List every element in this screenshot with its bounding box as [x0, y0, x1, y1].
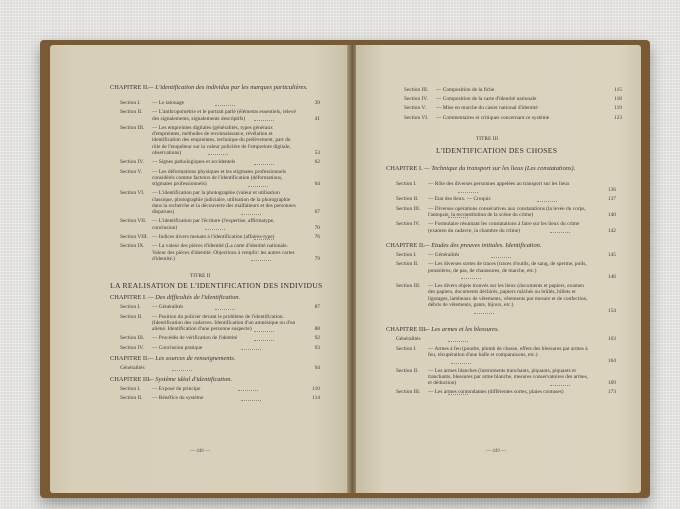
- section-label: Section III.: [120, 125, 145, 131]
- leader-dots: [550, 385, 570, 386]
- section-label: Section I.: [396, 252, 417, 258]
- page-ref: 137: [607, 196, 616, 203]
- left-page: [50, 45, 350, 493]
- page-ref: 70: [314, 224, 320, 231]
- section-label: Section II.: [396, 367, 419, 374]
- chapter-label: CHAPITRE I.: [110, 294, 147, 302]
- section-text: — Armes à feu (poudre, plomb de chasse, effets des blessures par armes à feu, récupération d'une balle et comparaisons, etc.): [428, 345, 588, 358]
- page-ref: 53: [314, 149, 320, 156]
- leader-dots: [208, 154, 228, 155]
- page-number: — 448 —: [190, 449, 210, 454]
- page-ref: 123: [613, 114, 622, 121]
- section-text: — Rôle des diverses personnes appelées au transport sur les lieux: [428, 180, 570, 187]
- leader-dots: [448, 217, 468, 218]
- section-text: — Etat des lieux. — Croquis: [428, 196, 491, 203]
- section-label: Généralités: [396, 336, 421, 343]
- section-label: Généralités: [120, 365, 145, 372]
- page-ref: 142: [607, 227, 616, 234]
- section-label: Section IV.: [404, 96, 428, 103]
- section-text: — Mise en marche du casier national d'identité: [436, 105, 538, 112]
- section-text: — Indices divers menant à l'identification (affaires-type): [152, 234, 275, 240]
- section-text: — L'anthropométrie et le portrait parlé (éléments essentiels, relevé des signalements, signalements descriptifs): [152, 109, 296, 122]
- page-ref: 79: [314, 255, 320, 262]
- chapter-title: — L'identification des individus par les marques particulières.: [148, 84, 308, 91]
- chapter-title: — Système idéal d'identification.: [148, 375, 233, 383]
- page-ref: 41: [314, 115, 320, 122]
- page-ref: 136: [607, 187, 616, 193]
- section-label: Section I.: [396, 180, 417, 187]
- section-label: Section III.: [396, 205, 421, 212]
- leader-dots: [448, 394, 468, 395]
- section-text: — Composition de la carte d'identité nationale: [436, 96, 537, 103]
- chapter-label: CHAPITRE II.: [386, 242, 425, 249]
- section-label: Section VI.: [120, 190, 145, 197]
- chapter-label: CHAPITRE II.: [110, 355, 149, 363]
- page-ref: 140: [607, 212, 616, 218]
- leader-dots: [251, 260, 271, 261]
- page-ref: 169: [607, 380, 616, 386]
- page-ref: 146: [607, 273, 616, 280]
- section-label: Section III.: [120, 335, 145, 342]
- titre-label: TITRE III: [476, 135, 499, 142]
- page-ref: 173: [607, 389, 616, 396]
- page-ref: 64: [314, 181, 320, 187]
- page-ref: 39: [314, 100, 320, 106]
- section-text: — Bénéfice du système: [152, 395, 204, 401]
- leader-dots: [238, 390, 258, 391]
- page-number: — 449 —: [486, 449, 506, 454]
- section-text: — L'identification par la photographie (valeur et utilisation classique, photographie judiciaire, utilisation de la photographie dans la recherche et la découverte des malfaiteurs et des personnes disparues): [152, 190, 296, 215]
- section-label: Section V.: [404, 105, 426, 112]
- section-text: — Composition de la fiche: [436, 87, 495, 93]
- section-label: Section I.: [396, 345, 417, 352]
- section-label: Section II.: [120, 395, 143, 401]
- section-text: — Généralités: [152, 304, 184, 311]
- leader-dots: [254, 120, 274, 121]
- leader-dots: [215, 309, 235, 310]
- leader-dots: [254, 239, 274, 240]
- section-text: — Les empreintes digitales (généralités, types généraux d'empreintes, méthodes de reconnaissance, révélation et identification des empreintes, technique du prélèvement, part du rôle de l'enquêteur sur la valeur policière de l'empreinte digitale, observations): [152, 125, 291, 156]
- section-label: Section IV.: [396, 221, 420, 228]
- section-text: — La valeur des pièces d'identité (La carte d'identité nationale. Valeur des pièces d'identité. Objections à remplir: les autres cartes d'identité.): [152, 243, 295, 262]
- leader-dots: [241, 349, 261, 350]
- section-text: — Généralités: [428, 252, 460, 258]
- section-text: — Signes pathologiques et accidentels: [152, 159, 236, 166]
- section-text: — Les armes contondantes (différentes sortes, plaies contuses): [428, 389, 564, 396]
- chapter-label: CHAPITRE I.: [386, 164, 423, 172]
- section-heading: L'IDENTIFICATION DES CHOSES: [436, 145, 558, 155]
- section-label: Section II.: [396, 196, 419, 203]
- leader-dots: [254, 340, 274, 341]
- section-text: — Les diverses sortes de traces (traces d'outils, de sang, de sperme, poils, poussières, de pas, de chaussures, de marche, etc.): [428, 261, 587, 274]
- page-ref: 163: [607, 336, 616, 343]
- leader-dots: [205, 229, 225, 230]
- page-ref: 87: [314, 304, 320, 311]
- chapter-title: — Les armes et les blessures.: [424, 326, 500, 334]
- leader-dots: [241, 214, 261, 215]
- leader-dots: [458, 192, 478, 193]
- section-label: Section III.: [396, 389, 421, 396]
- section-text: — Exposé du principe: [152, 385, 201, 392]
- page-ref: 119: [614, 105, 622, 112]
- titre-label: TITRE II: [190, 273, 211, 280]
- section-label: Section III.: [396, 283, 421, 290]
- section-label: Section VII.: [120, 218, 147, 225]
- section-text: — Conclusion pratique: [152, 344, 203, 351]
- chapter-title: — Les sources de renseignements.: [148, 355, 236, 363]
- page-ref: 62: [314, 159, 320, 166]
- page-ref: 92: [314, 335, 320, 342]
- section-label: Section IX.: [120, 243, 145, 250]
- section-text: — Le tatouage: [152, 100, 185, 106]
- section-label: Section IV.: [120, 159, 144, 166]
- chapter-title: — Technique du transport sur les lieux (Les constatations).: [424, 164, 576, 172]
- page-ref: 94: [314, 365, 320, 372]
- section-text: — Diverses opérations consécutives aux constatations (la levée du corps, l'autopsie, la reconstitution de la scène du crime): [428, 205, 586, 218]
- leader-dots: [254, 164, 274, 165]
- section-label: Section I.: [120, 304, 141, 311]
- section-label: Section II.: [120, 313, 143, 320]
- page-ref: 115: [614, 87, 622, 93]
- page-ref: 114: [312, 395, 320, 401]
- chapter-label: CHAPITRE III.: [386, 326, 427, 334]
- page-ref: 76: [314, 234, 320, 240]
- chapter-title: — Etudes des preuves initiales. Identification.: [424, 242, 542, 249]
- section-heading: LA REALISATION DE L'IDENTIFICATION DES INDIVIDUS: [110, 281, 323, 291]
- leader-dots: [215, 105, 235, 106]
- section-label: Section II.: [396, 261, 419, 268]
- right-page: [356, 45, 641, 493]
- section-label: Section I.: [120, 385, 141, 392]
- chapter-title: — Des difficultés de l'identification.: [148, 294, 241, 302]
- chapter-label: CHAPITRE III.: [110, 375, 151, 383]
- section-label: Section I.: [120, 100, 141, 106]
- section-label: Section VI.: [404, 114, 429, 121]
- page-ref: 118: [614, 96, 622, 103]
- leader-dots: [448, 341, 468, 342]
- page-ref: 164: [607, 358, 616, 365]
- section-label: Section III.: [404, 87, 429, 93]
- section-text: — Les divers objets trouvés sur les lieux (documents et papiers, examen des papiers, documents déchirés, papiers mâchés ou brûlés, billets et ligotages, lambeaux de vêtements, vêtements par mesure et de confection, débris de vêtements, gants, bijoux, etc.): [428, 283, 588, 308]
- section-text: — Les armes blanches (instruments tranchants, piquants, piquants et tranchants, blessures par arme blanche, mesures conservatoires des armes, et déduction): [428, 367, 589, 386]
- leader-dots: [474, 313, 494, 314]
- page-ref: 145: [607, 252, 616, 258]
- page-ref: 154: [607, 308, 616, 314]
- page-ref: 67: [314, 209, 320, 215]
- leader-dots: [172, 370, 192, 371]
- page-ref: 110: [312, 385, 320, 392]
- section-text: — L'identification par l'écriture (l'expertise, affirmatype, conclusion): [152, 218, 275, 231]
- section-text: — Commentaires et critiques concernant ce système: [436, 114, 550, 121]
- leader-dots: [451, 363, 471, 364]
- section-text: — Formulaire résumant les constatations à faire sur les lieux du crime (examen du cadavre, la chambre du crime): [428, 221, 580, 234]
- chapter-label: CHAPITRE II.: [110, 84, 149, 91]
- leader-dots: [461, 278, 481, 279]
- leader-dots: [254, 331, 274, 332]
- section-label: Section V.: [120, 168, 142, 175]
- leader-dots: [248, 186, 268, 187]
- section-text: — Les déformations physiques et les stigmates professionnels considérés comme facteurs de l'identification (déformations, stigmates professionnels): [152, 168, 286, 187]
- leader-dots: [241, 400, 261, 401]
- leader-dots: [550, 232, 570, 233]
- section-label: Section II.: [120, 109, 143, 116]
- section-label: Section VIII.: [120, 234, 149, 240]
- page-ref: 93: [314, 344, 320, 351]
- section-text: — Procédés de vérification de l'identité: [152, 335, 238, 342]
- section-label: Section IV.: [120, 344, 144, 351]
- leader-dots: [491, 257, 511, 258]
- section-text: — Position du policier devant le problème de l'identification. (Identification des cadavres. Identification d'un amnésique ou d'un aliéné. Identification d'une personne suspecte): [152, 313, 296, 332]
- leader-dots: [537, 201, 557, 202]
- page-ref: 88: [314, 326, 320, 332]
